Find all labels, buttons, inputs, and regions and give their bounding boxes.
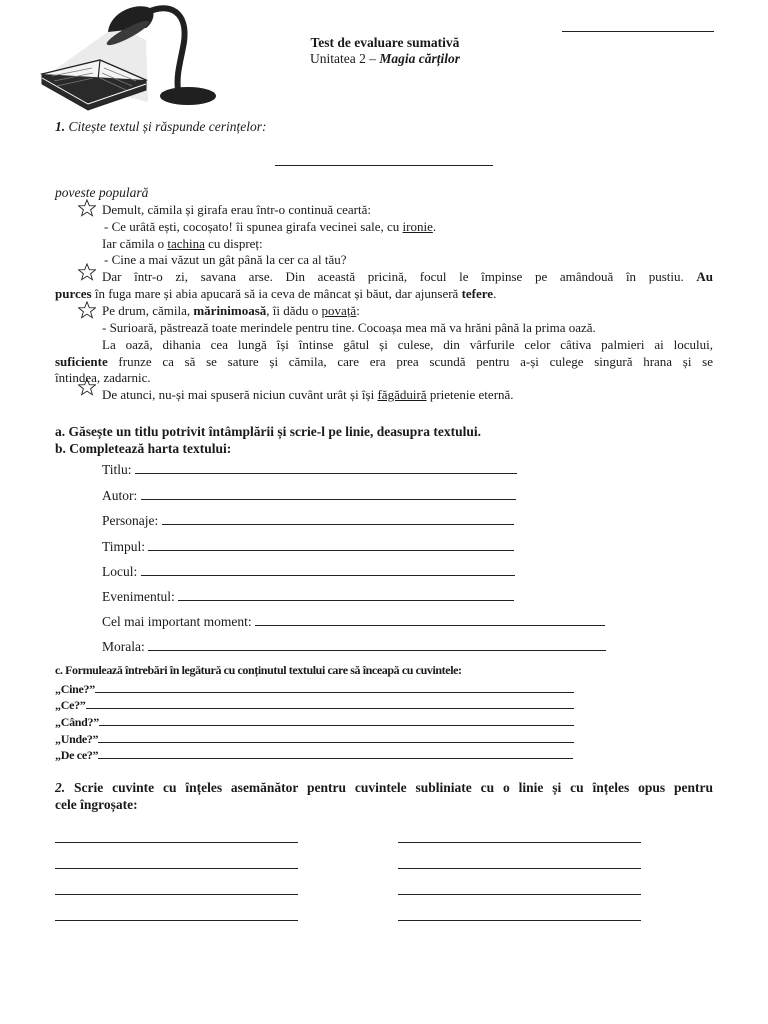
- story-fragment: prietenie eternă.: [426, 387, 514, 402]
- star-icon: [78, 301, 96, 319]
- answer-line-right[interactable]: [398, 920, 641, 921]
- field-label: Evenimentul:: [102, 589, 179, 604]
- story-line: - Cine a mai văzut un gât până la cer ca al tău?: [104, 252, 347, 267]
- story-fragment: De atunci, nu-și mai spuseră niciun cuvânt urât și își: [102, 387, 378, 402]
- bold-word: tefere: [461, 286, 494, 301]
- story-title-line[interactable]: [275, 165, 493, 166]
- star-icon: [78, 263, 96, 281]
- event-answer-line[interactable]: [178, 588, 514, 601]
- field-label: Autor:: [102, 488, 141, 503]
- story-fragment: Dar într-o zi, savana arse. Din această pricină, focul le împinse pe amândouă în pustiu.: [102, 269, 684, 284]
- story-fragment: Iar cămila o: [102, 236, 168, 251]
- question-answer-line[interactable]: [98, 730, 574, 743]
- task-a: a. Găsește un titlu potrivit întâmplării și scrie-l pe linie, deasupra textului.: [55, 424, 481, 439]
- underlined-word: făgăduiră: [377, 387, 427, 402]
- story-fragment: , îi dădu o: [266, 303, 322, 318]
- moment-answer-line[interactable]: [255, 613, 605, 626]
- bold-word: mărinimoasă: [193, 303, 267, 318]
- story-genre: poveste populară: [55, 185, 149, 200]
- question-row: [55, 713, 574, 730]
- exercise-2-line: [55, 780, 713, 796]
- exercise-2-line: cele îngroșate:: [55, 797, 138, 812]
- field-label: Cel mai important moment:: [102, 614, 255, 629]
- bold-word: Au: [696, 269, 714, 284]
- field-label: Locul:: [102, 564, 141, 579]
- characters-answer-line[interactable]: [162, 512, 514, 525]
- story-fragment: :: [356, 303, 360, 318]
- story-fragment: .: [493, 286, 497, 301]
- answer-line-right[interactable]: [398, 894, 641, 895]
- question-answer-line[interactable]: [99, 713, 574, 726]
- story-line: La oază, dihania cea lungă își întinse gâtul și culese, din vârfurile celor câtiva palmieri ai locului,: [102, 337, 713, 352]
- story-line: [104, 219, 713, 235]
- question-answer-line[interactable]: [86, 696, 574, 709]
- story-fragment: Pe drum, cămila,: [102, 303, 194, 318]
- map-field-moral: [102, 638, 606, 655]
- question-word: „Unde?”: [55, 732, 99, 746]
- unit-prefix: Unitatea 2 –: [310, 51, 380, 66]
- story-line: [102, 236, 713, 252]
- bold-word: suficiente: [55, 354, 108, 369]
- field-label: Titlu:: [102, 462, 135, 477]
- unit-subtitle: [240, 51, 530, 67]
- exercise-2-number: 2.: [55, 780, 66, 795]
- story-line: întindea, zadarnic.: [55, 370, 151, 385]
- question-row: [55, 746, 573, 763]
- field-label: Personaje:: [102, 513, 162, 528]
- map-field-title: [102, 461, 517, 478]
- map-field-place: [102, 563, 515, 580]
- story-line: [102, 303, 713, 319]
- student-name-line[interactable]: [562, 31, 714, 32]
- exercise-2-text: Scrie cuvinte cu înțeles asemănător pentru cuvintele subliniate cu o linie și cu înțeles opus pentru: [65, 780, 713, 795]
- lamp-book-illustration: [38, 2, 223, 114]
- question-answer-line[interactable]: [98, 746, 573, 759]
- story-fragment: - Ce urâtă ești, cocoșato! îi spunea girafa vecinei sale, cu: [104, 219, 403, 234]
- answer-line-right[interactable]: [398, 868, 641, 869]
- bold-word: purces: [55, 286, 92, 301]
- question-word: „Cine?”: [55, 682, 95, 696]
- exercise-1-instruction: [55, 119, 266, 135]
- story-line: [55, 354, 713, 370]
- underlined-word: tachina: [167, 236, 205, 251]
- answer-line-right[interactable]: [398, 842, 641, 843]
- story-line: [55, 286, 713, 302]
- question-row: [55, 696, 574, 713]
- map-field-author: [102, 487, 516, 504]
- question-answer-line[interactable]: [95, 680, 574, 693]
- unit-name: Magia cărților: [379, 51, 460, 66]
- underlined-word: povață: [321, 303, 357, 318]
- map-field-time: [102, 538, 514, 555]
- author-answer-line[interactable]: [141, 487, 516, 500]
- moral-answer-line[interactable]: [148, 638, 606, 651]
- question-row: [55, 730, 574, 747]
- task-c: c. Formulează întrebări în legătură cu conținutul textului care să înceapă cu cuvintele:: [55, 663, 462, 677]
- answer-line-left[interactable]: [55, 842, 298, 843]
- answer-line-left[interactable]: [55, 894, 298, 895]
- underlined-word: ironie: [402, 219, 433, 234]
- time-answer-line[interactable]: [148, 538, 514, 551]
- map-field-event: [102, 588, 514, 605]
- question-word: „De ce?”: [55, 748, 99, 762]
- answer-line-left[interactable]: [55, 868, 298, 869]
- exercise-1-text: Citește textul și răspunde cerințelor:: [65, 119, 267, 134]
- story-fragment: .: [432, 219, 437, 234]
- place-answer-line[interactable]: [141, 563, 515, 576]
- story-line: - Surioară, păstrează toate merindele pentru tine. Cocoașa mea mă va hrăni până la prima oază.: [102, 320, 596, 335]
- question-word: „Ce?”: [55, 698, 86, 712]
- task-b: b. Completează harta textului:: [55, 441, 232, 456]
- star-icon: [78, 199, 96, 217]
- story-fragment: cu dispreț:: [204, 236, 263, 251]
- story-fragment: frunze ca să se sature și cămila, care era prea scundă pentru a-și culege singură hrana și se: [107, 354, 713, 369]
- story-line: [102, 387, 713, 403]
- map-field-characters: [102, 512, 514, 529]
- question-word: „Când?”: [55, 715, 99, 729]
- field-label: Morala:: [102, 639, 149, 654]
- field-label: Timpul:: [102, 539, 149, 554]
- title-answer-line[interactable]: [135, 461, 517, 474]
- story-line: Demult, cămila și girafa erau într-o continuă ceartă:: [102, 202, 372, 217]
- story-fragment: în fuga mare și abia apucară să ia ceva de mâncat și băut, dar ajunseră: [91, 286, 462, 301]
- exercise-1-number: 1.: [55, 119, 66, 134]
- question-row: [55, 680, 574, 697]
- test-title: Test de evaluare sumativă: [310, 35, 460, 50]
- answer-line-left[interactable]: [55, 920, 298, 921]
- map-field-moment: [102, 613, 605, 630]
- story-line: [102, 269, 713, 285]
